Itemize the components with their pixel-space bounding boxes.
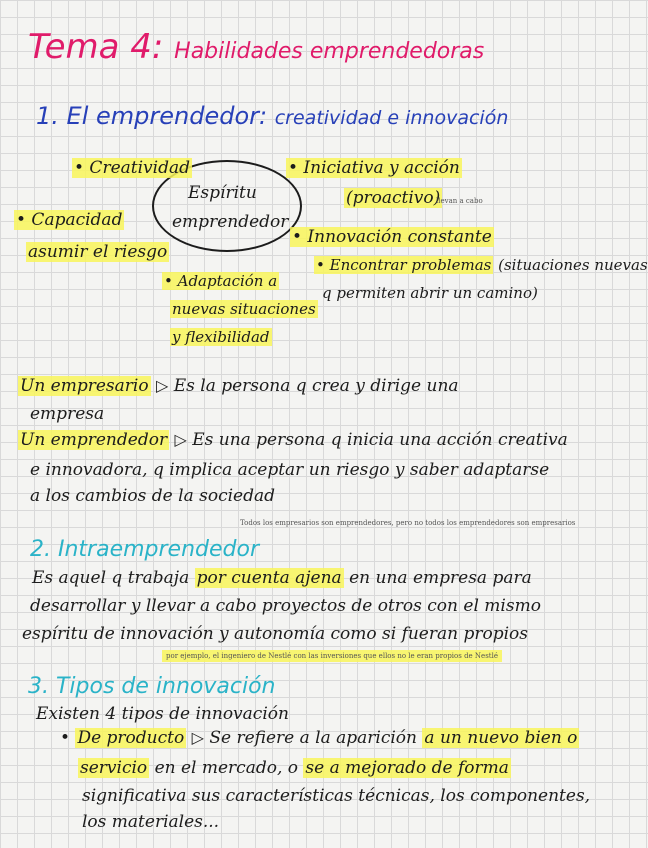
page-title xyxy=(28,27,485,67)
mind-map-adaptacion-1: • Adaptación a xyxy=(164,272,278,290)
mind-map-center-1: Espíritu xyxy=(188,183,257,203)
section-1-subtitle: creatividad e innovación xyxy=(274,107,509,129)
def-note: Todos los empresarios son emprendedores, pero no todos los emprendedores son empresarios xyxy=(240,519,576,527)
arrow-right-icon: ▷ xyxy=(191,728,204,747)
section-2-line-2: desarrollar y llevar a cabo proyectos de otros con el mismo xyxy=(30,596,541,616)
section-3-intro: Existen 4 tipos de innovación xyxy=(36,704,289,724)
mind-map-capacidad-2: asumir el riesgo xyxy=(28,242,168,262)
arrow-right-icon: ▷ xyxy=(156,376,169,395)
section-3-producto: • De producto ▷ Se refiere a la aparición a un nuevo bien o xyxy=(60,728,578,748)
section-1-heading xyxy=(36,104,508,128)
producto-term: De producto xyxy=(77,728,185,748)
def-empresario: Un empresario ▷ Es la persona q crea y dirige una xyxy=(20,376,459,396)
title-number: Tema 4: xyxy=(28,27,164,67)
mind-map-encontrar-2: q permiten abrir un camino) xyxy=(322,284,538,302)
def-empresario-2: empresa xyxy=(30,404,105,424)
arrow-right-icon: ▷ xyxy=(174,430,187,449)
section-2-heading: 2. Intraemprendedor xyxy=(30,537,259,562)
section-3-line-2: servicio en el mercado, o se a mejorado de forma xyxy=(80,758,509,778)
def-emprendedor: Un emprendedor ▷ Es una persona q inicia una acción creativa xyxy=(20,430,568,450)
mind-map-iniciativa-2: (proactivo) xyxy=(346,188,441,208)
mind-map-iniciativa-1: • Iniciativa y acción xyxy=(288,158,460,178)
mind-map-center-2: emprendedor xyxy=(172,212,289,232)
mind-map-adaptacion-3: y flexibilidad xyxy=(172,328,270,346)
section-2-line-3: espíritu de innovación y autonomía como si fueran propios xyxy=(22,624,529,644)
def-emprendedor-term: Un emprendedor xyxy=(20,430,168,450)
mind-map-innovacion: • Innovación constante xyxy=(292,227,492,247)
def-emprendedor-2: e innovadora, q implica aceptar un riesgo y saber adaptarse xyxy=(30,460,550,480)
title-text: Habilidades emprendedoras xyxy=(174,39,485,64)
mind-map-creatividad: • Creatividad xyxy=(74,158,190,178)
mind-map-capacidad-1: • Capacidad xyxy=(16,210,123,230)
def-emprendedor-3: a los cambios de la sociedad xyxy=(30,486,275,506)
mind-map-iniciativa-note: llevan a cabo xyxy=(436,197,483,205)
section-3-line-3: significativa sus características técnicas, los componentes, xyxy=(82,786,591,806)
section-2-line-1: Es aquel q trabaja por cuenta ajena en una empresa para xyxy=(32,568,532,588)
mind-map-encontrar: • Encontrar problemas (situaciones nuevas xyxy=(316,256,648,274)
section-3-heading: 3. Tipos de innovación xyxy=(28,674,276,699)
def-empresario-term: Un empresario xyxy=(20,376,149,396)
section-1-number: 1. El emprendedor: xyxy=(36,102,268,130)
mind-map-adaptacion-2: nuevas situaciones xyxy=(172,300,316,318)
section-2-example: por ejemplo, el ingeniero de Nestlé con las inversiones que ellos no le eran propios de Nestlé xyxy=(162,653,502,660)
section-3-line-4: los materiales... xyxy=(82,812,220,832)
